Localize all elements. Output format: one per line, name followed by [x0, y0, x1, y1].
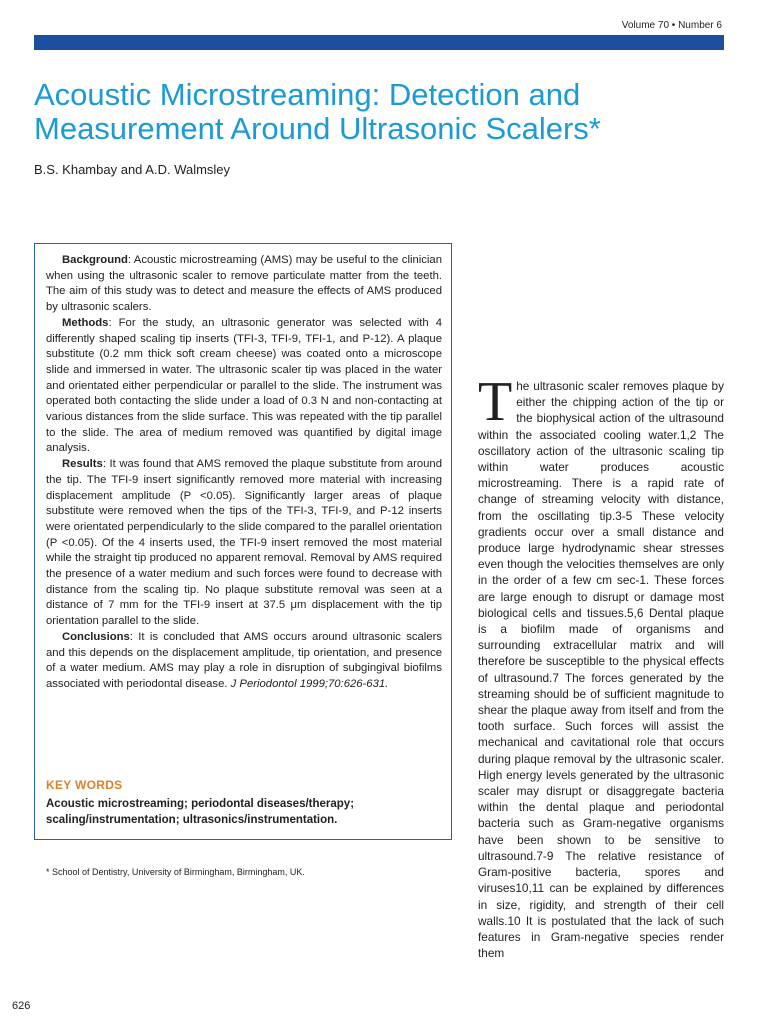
results-label: Results — [62, 458, 103, 471]
abstract-results — [46, 457, 442, 630]
abstract-conclusions — [46, 630, 442, 693]
background-label: Background — [62, 254, 128, 266]
conclusions-text: : It is concluded that AMS occurs around ultrasonic scalers and this depends on the displacement amplitude, tip orientation, and presence of a water medium. AMS may play a role in disruption of subgingival biofilms associated with periodontal disease. — [46, 630, 442, 690]
article-authors: B.S. Khambay and A.D. Walmsley — [34, 162, 231, 177]
background-text: : Acoustic microstreaming (AMS) may be useful to the clinician when using the ultrasonic scaler to remove particulate matter from the teeth. The aim of this study was to detect and measure the effects of AMS produced by ultrasonic scalers. — [46, 254, 442, 314]
keywords-heading: KEY WORDS — [46, 778, 123, 792]
abstract-methods — [46, 316, 442, 457]
results-text: : It was found that AMS removed the plaque substitute from around the tip. The TFI-9 insert significantly removed more material with increasing displacement amplitude (P <0.05). Significantly larger areas of plaque substitute were removed when the tips of the TFI-3, TFI-9, and P-12 inserts were orientated perpendicularly to the slide compared to the parallel orientation (P <0.05). Of the 4 inserts used, the TFI-9 insert removed the most material while the straight tip produced no apparent removal. Removal by AMS required the presence of a water medium and such forces were found to decrease with distance from the scaling tip. No plaque substitute removal was seen at a distance of 7 mm for the TFI-9 insert at 37.5 μm displacement with the tip orientation parallel to the slide. — [46, 458, 442, 628]
methods-label: Methods — [62, 316, 109, 329]
journal-volume-issue: Volume 70 • Number 6 — [621, 20, 722, 31]
article-title: Acoustic Microstreaming: Detection and Measurement Around Ultrasonic Scalers* — [34, 77, 601, 146]
journal-citation: J Periodontol 1999;70:626-631. — [230, 677, 389, 690]
body-paragraph — [478, 371, 724, 961]
header-bar — [34, 35, 724, 50]
drop-cap: T — [478, 371, 513, 433]
abstract-background — [46, 253, 442, 316]
body-column — [478, 371, 724, 961]
keywords-list: Acoustic microstreaming; periodontal diseases/therapy; scaling/instrumentation; ultrasonics/instrumentation. — [46, 798, 355, 826]
affiliation-footnote: * School of Dentistry, University of Birmingham, Birmingham, UK. — [46, 867, 305, 877]
body-text: he ultrasonic scaler removes plaque by either the chipping action of the tip or the biophysical action of the ultrasound within the associated cooling water.1,2 The oscillatory action of the ultrasonic scaling tip within water produces acoustic microstreaming. There is a rapid rate of change of streaming velocity with distance, from the oscillating tip.3-5 These velocity gradients occur over a small distance and produce large hydrodynamic shear stresses even though the velocities themselves are only in the order of a few cm sec-1. These forces are large enough to disrupt or damage most biological cells and tissues.5,6 Dental plaque is a biofilm made of organisms and surrounding extracellular matrix and will therefore be susceptible to the physical effects of ultrasound.7 The forces generated by the streaming should be of sufficient magnitude to shear the plaque away from itself and from the tooth surface. Such forces will assist the mechanical and cavitational role that occurs during plaque removal by the ultrasonic scaler. High energy levels generated by the ultrasonic scaler may disrupt or disaggregate bacteria within the dental plaque and periodontal bacteria such as Gram-negative organisms have been shown to be sensitive to ultrasound.7-9 The relative resistance of Gram-positive bacteria, spores and viruses10,11 can be explained by differences in size, rigidity, and strength of their cell walls.10 It is postulated that the lack of such features in Gram-negative species render them — [478, 379, 724, 961]
conclusions-label: Conclusions — [62, 630, 130, 643]
page-number: 626 — [12, 1000, 31, 1012]
methods-text: : For the study, an ultrasonic generator was selected with 4 differently shaped scaling tip inserts (TFI-3, TFI-9, TFI-1, and P-12). A plaque substitute (0.2 mm thick soft cream cheese) was coated onto a microscope slide and immersed in water. The ultrasonic scaler tip was placed in the water and orientated either perpendicular or parallel to the slide. The instrument was operated both contacting the slide under a load of 0.3 N and non-contacting at various distances from the slide surface. This was repeated with the tip parallel to the slide. The area of medium removed was quantified by digital image analysis. — [46, 316, 442, 455]
abstract — [46, 253, 442, 693]
